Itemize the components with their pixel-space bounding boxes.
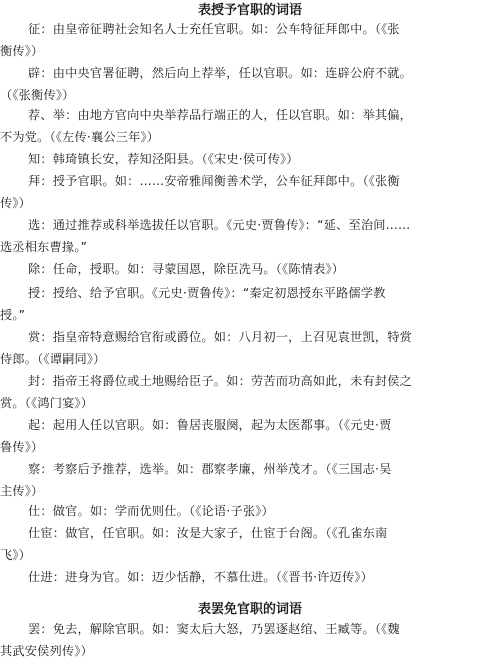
entry-xuan: 选：通过推荐或科举选拔任以官职。《元史·贾鲁传》：“延、至治间…… 选丞相东曹掾。” xyxy=(0,218,411,254)
entry-chu: 除：任命，授职。如：寻蒙国恩，除臣冼马。（《陈情表》） xyxy=(28,262,345,276)
entry-cha: 察：考察后予推荐，选举。如：郡察孝廉，州举茂才。（《三国志·吴 主传》） xyxy=(0,462,392,498)
section-title-appointment: 表授予官职的词语 xyxy=(197,3,302,18)
section-title-dismissal: 表罢免官职的词语 xyxy=(197,602,302,617)
entry-shi-huan: 仕宦：做官，任官职。如：汝是大家子，仕宦于台阁。（《孔雀东南 飞》） xyxy=(0,526,388,562)
entry-feng: 封：指帝王将爵位或土地赐给臣子。如：劳苦而功高如此，未有封侯之 赏。（《鸿门宴》） xyxy=(0,374,413,410)
entry-shi-jin: 仕进：进身为官。如：迈少恬静，不慕仕进。（《晋书·许迈传》） xyxy=(28,570,374,584)
entry-bi: 辟：由中央官署征聘，然后向上荐举，任以官职。如：连辟公府不就。 （《张衡传》） xyxy=(0,66,413,102)
entry-zhi: 知：韩琦镇长安，荐知泾阳县。（《宋史·侯可传》） xyxy=(28,152,299,166)
entry-ba: 罢：免去，解除官职。如：窦太后大怒，乃罢逐赵绾、王臧等。（《魏 其武安侯列传》） xyxy=(0,622,400,658)
entry-qi: 起：起用人任以官职。如：鲁居丧服阕，起为太医都事。（《元史·贾 鲁传》） xyxy=(0,418,392,454)
entry-shang: 赏：指皇帝特意赐给官衔或爵位。如：八月初一，上召见袁世凯，特赏 侍郎。（《谭嗣同》） xyxy=(0,330,413,366)
entry-zheng: 征：由皇帝征聘社会知名人士充任官职。如：公车特征拜郎中。（《张 衡传》） xyxy=(0,22,400,58)
entry-shi: 仕：做官。如：学而优则仕。（《论语·子张》） xyxy=(28,504,274,518)
entry-shou: 授：授给、给予官职。《元史·贾鲁传》：“秦定初恩授东平路儒学教 授。” xyxy=(0,286,386,322)
entry-bai: 拜：授予官职。如：……安帝雅闻衡善术学，公车征拜郎中。（《张衡 传》） xyxy=(0,174,400,210)
entry-jian-ju: 荐、举：由地方官向中央举荐品行端正的人，任以官职。如：举其偏， 不为党。（《左传·襄公三年》） xyxy=(0,108,413,144)
